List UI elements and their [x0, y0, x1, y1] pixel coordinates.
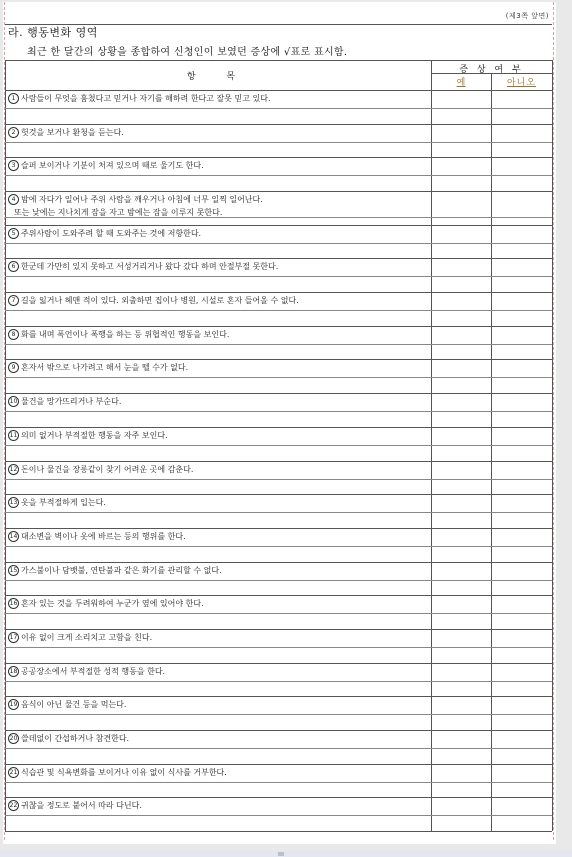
question-text: 길을 잃거나 헤맨 적이 있다. 외출하면 집이나 병원, 시설로 혼자 들어올 수 없다. — [21, 296, 299, 306]
checkbox-yes[interactable] — [431, 730, 491, 748]
checkbox-yes[interactable] — [431, 696, 491, 714]
checkbox-yes[interactable] — [431, 359, 491, 377]
item-number: 4 — [8, 194, 19, 205]
checkbox-yes[interactable] — [431, 393, 491, 411]
checkbox-no[interactable] — [491, 359, 552, 377]
item-number: 21 — [9, 768, 18, 776]
item-number: 1 — [8, 93, 19, 104]
checkbox-yes[interactable] — [431, 663, 491, 681]
checkbox-no[interactable] — [491, 461, 552, 479]
column-no-border — [491, 73, 492, 831]
row-bottom-border — [5, 831, 552, 832]
question-row-18 — [8, 665, 165, 678]
checkbox-no[interactable] — [491, 696, 552, 714]
question-text: 식습관 및 식욕변화를 보이거나 이유 없이 식사를 거부한다. — [21, 767, 227, 777]
question-row-16 — [8, 597, 204, 610]
checkbox-yes[interactable] — [431, 124, 491, 142]
checkbox-yes[interactable] — [431, 528, 491, 546]
checkbox-no[interactable] — [491, 124, 552, 142]
table-right-border — [552, 60, 553, 831]
item-number: 2 — [8, 127, 19, 138]
checkbox-yes[interactable] — [431, 292, 491, 310]
item-number: 11 — [9, 431, 18, 439]
checkbox-yes[interactable] — [431, 191, 491, 217]
question-text: 혼자 있는 것을 두려워하여 누군가 옆에 있어야 한다. — [21, 599, 204, 609]
item-number: 20 — [9, 734, 18, 742]
form-page-label: (제3쪽 앞면) — [505, 12, 549, 20]
row-mid-border — [5, 310, 552, 311]
checkbox-yes[interactable] — [431, 629, 491, 647]
question-text: 공공장소에서 부적절한 성적 행동을 한다. — [21, 666, 166, 676]
row-mid-border — [5, 782, 552, 783]
question-row-7 — [8, 294, 299, 307]
row-mid-border — [5, 748, 552, 749]
question-row-10 — [8, 395, 121, 408]
checkbox-no[interactable] — [491, 730, 552, 748]
checkbox-yes[interactable] — [431, 494, 491, 512]
question-text: 화를 내며 폭언이나 폭행을 하는 등 위협적인 행동을 보인다. — [21, 329, 230, 339]
checkbox-yes[interactable] — [431, 562, 491, 580]
checkbox-no[interactable] — [491, 595, 552, 613]
checkbox-no[interactable] — [491, 629, 552, 647]
row-mid-border — [5, 512, 552, 513]
item-number: 22 — [9, 802, 18, 810]
item-number: 5 — [8, 228, 19, 239]
question-row-21 — [8, 766, 227, 779]
question-text: 또는 낮에는 지나치게 잠을 자고 밤에는 잠을 이루지 못한다. — [14, 208, 223, 218]
question-text: 쓸데없이 간섭하거나 참견한다. — [21, 733, 130, 743]
item-number: 3 — [8, 160, 19, 171]
checkbox-no[interactable] — [491, 494, 552, 512]
question-text: 의미 없거나 부적절한 행동을 자주 보인다. — [21, 430, 168, 440]
question-row-22 — [8, 799, 142, 812]
header-item: 항 목 — [186, 71, 250, 82]
checkbox-no[interactable] — [491, 157, 552, 175]
row-mid-border — [5, 344, 552, 345]
row-mid-border — [5, 580, 552, 581]
checkbox-yes[interactable] — [431, 157, 491, 175]
item-number: 19 — [9, 701, 18, 709]
question-row-17 — [8, 631, 152, 644]
row-mid-border — [5, 647, 552, 648]
checkbox-no[interactable] — [491, 764, 552, 782]
row-mid-border — [5, 175, 552, 176]
question-text: 대소변을 벽이나 옷에 바르는 등의 행위를 한다. — [21, 531, 186, 541]
instruction-text: 최근 한 달간의 상황을 종합하여 신청인이 보였던 증상에 √표로 표시함. — [27, 47, 348, 58]
question-text: 옷을 부적절하게 입는다. — [21, 498, 106, 508]
item-number: 15 — [9, 566, 18, 574]
question-text: 가스불이나 담뱃불, 연탄불과 같은 화기를 관리할 수 없다. — [21, 565, 222, 575]
question-text: 사람들이 무엇을 훔쳤다고 믿거나 자기를 해하려 한다고 잘못 믿고 있다. — [21, 94, 271, 103]
checkbox-no[interactable] — [491, 528, 552, 546]
question-text: 한군데 가만히 있지 못하고 서성거리거나 왔다 갔다 하며 안절부절 못한다. — [21, 262, 279, 272]
header-no: 아니오 — [506, 78, 537, 88]
question-text: 이유 없이 크게 소리치고 고함을 친다. — [21, 632, 153, 642]
checkbox-yes[interactable] — [431, 764, 491, 782]
row-mid-border — [5, 714, 552, 715]
row-mid-border — [5, 377, 552, 378]
question-text: 슬퍼 보이거나 기분이 처져 있으며 때로 울기도 한다. — [21, 161, 204, 171]
question-row-2 — [8, 126, 124, 139]
checkbox-no[interactable] — [491, 326, 552, 344]
question-row-5 — [8, 227, 201, 240]
checkbox-no[interactable] — [491, 562, 552, 580]
item-number: 16 — [9, 600, 18, 608]
symptom-table — [5, 60, 552, 831]
row-mid-border — [5, 142, 552, 143]
row-mid-border — [5, 108, 552, 109]
item-number: 14 — [9, 532, 18, 540]
header-symptom-presence: 증 상 여 부 — [459, 65, 524, 75]
scrollbar-thumb[interactable] — [278, 852, 284, 856]
checkbox-yes[interactable] — [431, 427, 491, 445]
row-mid-border — [5, 276, 552, 277]
question-text: 돈이나 물건을 장롱같이 찾기 어려운 곳에 감춘다. — [21, 464, 194, 474]
row-mid-border — [5, 479, 552, 480]
question-text: 혼자서 밖으로 나가려고 해서 눈을 뗄 수가 없다. — [21, 363, 189, 373]
page-margin-right — [553, 2, 554, 840]
item-number: 7 — [8, 295, 19, 306]
checkbox-no[interactable] — [491, 797, 552, 815]
question-text: 귀찮을 정도로 붙어서 따라 다닌다. — [21, 801, 142, 811]
item-number: 6 — [8, 261, 19, 272]
question-row-4 — [8, 193, 263, 219]
checkbox-no[interactable] — [491, 393, 552, 411]
item-number: 13 — [9, 499, 18, 507]
checkbox-no[interactable] — [491, 292, 552, 310]
question-text: 헛것을 보거나 환청을 듣는다. — [21, 127, 124, 137]
question-row-6 — [8, 260, 278, 273]
row-mid-border — [5, 411, 552, 412]
item-number: 12 — [9, 465, 18, 473]
item-number: 18 — [9, 667, 18, 675]
checkbox-yes[interactable] — [431, 225, 491, 243]
question-row-20 — [8, 732, 129, 745]
row-mid-border — [5, 217, 552, 218]
question-row-14 — [8, 530, 186, 543]
question-text: 주위사람이 도와주려 할 때 도와주는 것에 저항한다. — [21, 228, 202, 238]
question-row-13 — [8, 496, 106, 509]
checkbox-no[interactable] — [491, 225, 552, 243]
question-row-11 — [8, 429, 168, 442]
row-mid-border — [5, 243, 552, 244]
horizontal-scrollbar[interactable] — [0, 851, 572, 857]
question-text: 물건을 망가뜨리거나 부순다. — [21, 397, 122, 407]
row-mid-border — [5, 613, 552, 614]
checkbox-yes[interactable] — [431, 461, 491, 479]
question-row-9 — [8, 361, 188, 374]
checkbox-yes[interactable] — [431, 258, 491, 276]
question-row-19 — [8, 698, 126, 711]
checkbox-yes[interactable] — [431, 90, 491, 108]
checkbox-no[interactable] — [491, 258, 552, 276]
item-number: 10 — [9, 398, 18, 406]
question-row-3 — [8, 159, 204, 172]
section-title: 라. 행동변화 영역 — [8, 26, 98, 39]
header-yes: 예 — [456, 78, 466, 88]
checkbox-no[interactable] — [491, 663, 552, 681]
checkbox-yes[interactable] — [431, 326, 491, 344]
question-text: 밤에 자다가 일어나 주위 사람을 깨우거나 아침에 너무 일찍 일어난다. — [21, 195, 263, 205]
question-row-1 — [8, 92, 271, 105]
item-number: 8 — [8, 329, 19, 340]
row-mid-border — [5, 546, 552, 547]
row-mid-border — [5, 815, 552, 816]
checkbox-yes[interactable] — [431, 595, 491, 613]
checkbox-no[interactable] — [491, 191, 552, 217]
item-number: 17 — [9, 633, 18, 641]
row-mid-border — [5, 445, 552, 446]
checkbox-no[interactable] — [491, 90, 552, 108]
question-row-12 — [8, 463, 193, 476]
question-row-15 — [8, 564, 222, 577]
checkbox-no[interactable] — [491, 427, 552, 445]
item-number: 9 — [8, 362, 19, 373]
checkbox-yes[interactable] — [431, 797, 491, 815]
question-row-8 — [8, 328, 229, 341]
table-top-border — [5, 60, 552, 61]
row-mid-border — [5, 681, 552, 682]
question-text: 음식이 아닌 물건 등을 먹는다. — [21, 700, 127, 710]
